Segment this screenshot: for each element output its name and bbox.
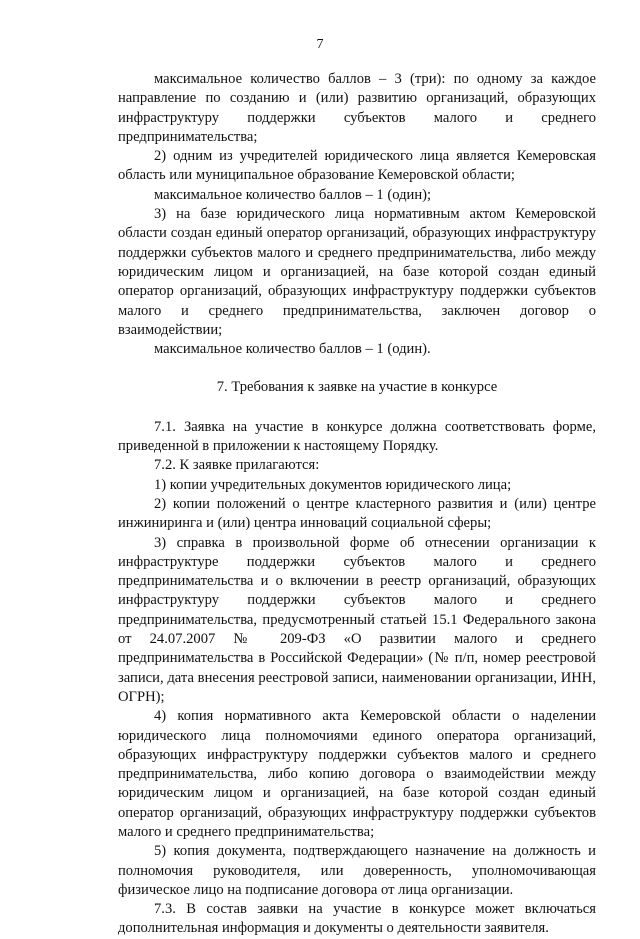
list-item-2: 2) копии положений о центре кластерного развития и (или) центре инжиниринга и (или) центра инноваций социальной сферы; xyxy=(118,495,596,532)
list-item-3: 3) справка в произвольной форме об отнесении организации к инфраструктуре поддержки субъектов малого и среднего предпринимательства и о включении в реестр организаций, образующих инфраструктуру поддержки субъектов малого и среднего предпринимательства, предусмотренный статьей 15.1 Федерального закона от 24.07.2007 № 209-ФЗ «О развитии малого и среднего предпринимательства в Российской Федерации» (№ п/п, номер реестровой записи, дата внесения реестровой записи, наименовании организации, ИНН, ОГРН); xyxy=(118,534,596,705)
paragraph-criterion-3: 3) на базе юридического лица нормативным актом Кемеровской области создан единый оператор организаций, образующих инфраструктуру поддержки субъектов малого и среднего предпринимательства, либо между юридическим лицом и организацией, на базе которой создан единый оператор организаций, образующих инфраструктуру поддержки субъектов малого и среднего предпринимательства, заключен договор о взаимодействии; xyxy=(118,206,596,338)
page-number: 7 xyxy=(316,37,324,52)
paragraph-max-points-1-final: максимальное количество баллов – 1 (один). xyxy=(154,341,431,358)
paragraph-max-points-3: максимальное количество баллов – 3 (три): по одному за каждое направление по созданию и (или) развитию организаций, образующих инфраструктуру поддержки субъектов малого и среднего предпринимательства; xyxy=(118,71,596,145)
paragraph-max-points-1: максимальное количество баллов – 1 (один); xyxy=(154,186,432,203)
paragraph-criterion-2: 2) одним из учредителей юридического лица является Кемеровская область или муниципальное образование Кемеровской области; xyxy=(118,148,596,184)
list-item-4: 4) копия нормативного акта Кемеровской области о наделении юридического лица полномочиями единого оператора организаций, образующих инфраструктуру поддержки субъектов малого и среднего предпринимательства, либо копию договора о взаимодействии между юридическим лицом и организацией, на базе которой создан единый оператор организаций, образующих инфраструктуру поддержки субъектов малого и среднего предпринимательства; xyxy=(118,708,596,840)
paragraph-7-3: 7.3. В состав заявки на участие в конкурсе может включаться дополнительная информация и документы о деятельности заявителя. xyxy=(118,901,596,937)
list-item-1: 1) копии учредительных документов юридического лица; xyxy=(154,476,512,493)
paragraph-7-2: 7.2. К заявке прилагаются: xyxy=(154,457,320,474)
list-item-5: 5) копия документа, подтверждающего назначение на должность и полномочия руководителя, или доверенность, уполномочивающая физическое лицо на подписание договора от лица организации. xyxy=(118,843,596,898)
section-heading: 7. Требования к заявке на участие в конкурсе xyxy=(216,379,498,396)
paragraph-7-1: 7.1. Заявка на участие в конкурсе должна соответствовать форме, приведенной в приложении к настоящему Порядку. xyxy=(118,418,596,455)
document-body xyxy=(118,70,596,939)
